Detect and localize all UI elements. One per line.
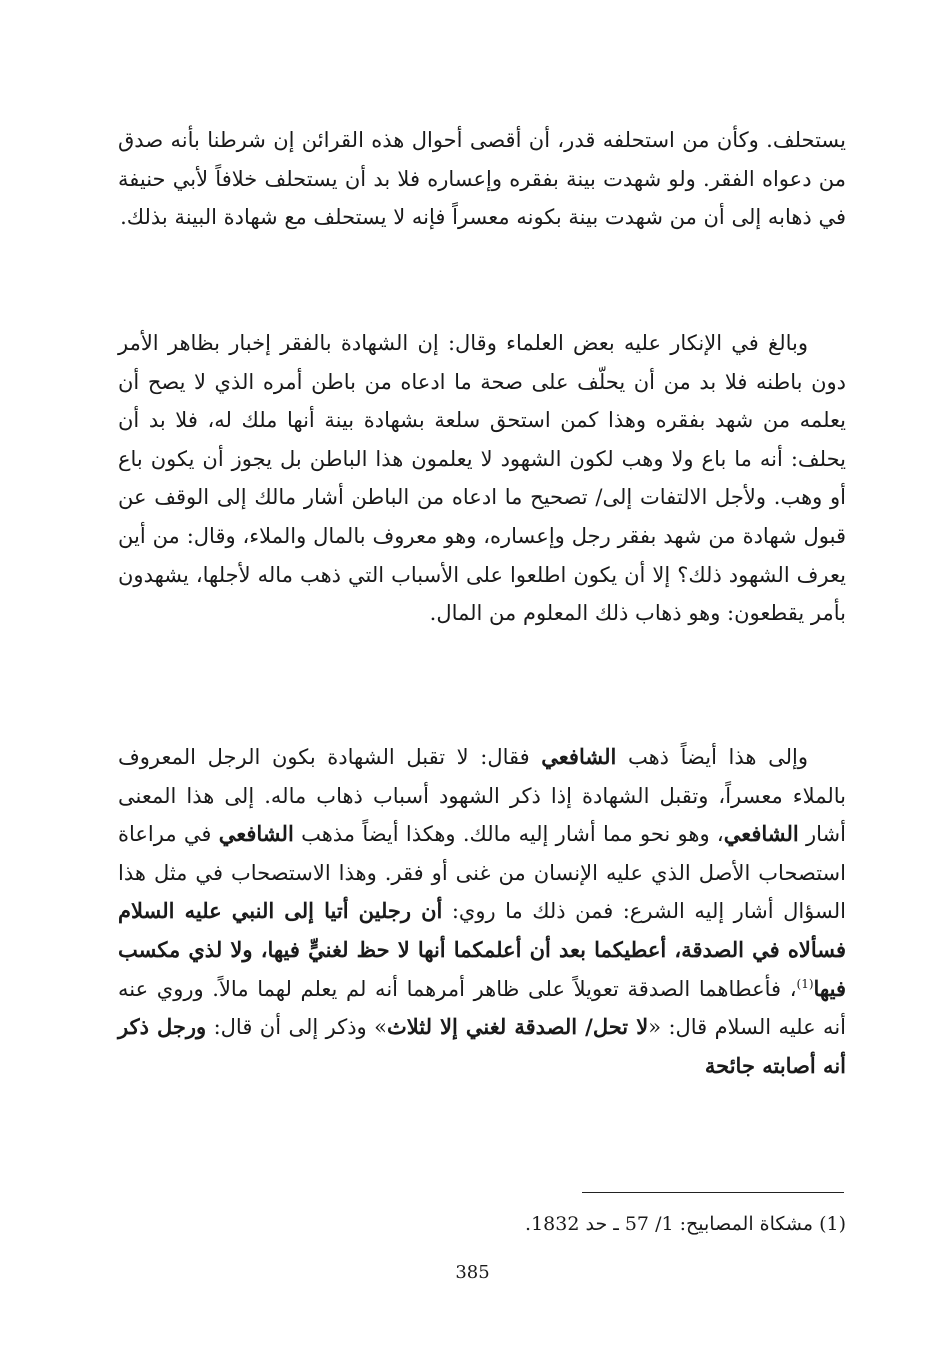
bold-text: لا تحل/ الصدقة لغني إلا لثلاث — [386, 1014, 649, 1040]
bold-text: الشافعي — [723, 821, 799, 847]
paragraph-text — [118, 738, 846, 1085]
footnote-separator — [582, 1192, 844, 1193]
text-run: وإلى هذا أيضاً ذهب — [616, 745, 808, 769]
paragraph-1 — [118, 121, 846, 237]
text-run: » وذكر إلى أن قال: — [206, 1015, 387, 1040]
footnote-marker: (1) — [796, 976, 814, 991]
bold-text: الشافعي — [218, 821, 294, 847]
text-run: ، فأعطاهما الصدقة تعويلاً على ظاهر أمرهما أنه لم يعلم لهما مالاً. وروي عنه أنه عليه السلام قال: « — [118, 976, 846, 1040]
text-run: وبالغ في الإنكار عليه بعض العلماء وقال: إن الشهادة بالفقر إخبار بظاهر الأمر دون باطنه فلا بد من أن يحلّف على صحة ما ادعاه من باطن أمره الذي لا يصح أن يعلمه من شهد بفقره وهذا كمن استحق سلعة بشهادة بينة أنها ملك له، فلا بد أن يحلف: أنه ما باع ولا وهب لكون الشهود لا يعلمون هذا الباطن بل يجوز أن يكون باع أو وهب. ولأجل الالتفات إلى/ تصحيح ما ادعاه من الباطن أشار مالك إلى الوقف عن قبول شهادة من شهد بفقر رجل وإعساره، وهو معروف بالمال والملاء، وقال: من أين يعرف الشهود ذلك؟ إلا أن يكون اطلعوا على الأسباب التي ذهب ماله لأجلها، يشهدون بأمر يقطعون: وهو ذهاب ذلك المعلوم من المال. — [118, 331, 846, 626]
paragraph-3 — [118, 738, 846, 1085]
bold-text: ورجل ذكر أنه أصابته جائحة — [118, 1014, 846, 1078]
bold-text: أن رجلين أتيا إلى النبي عليه السلام فسألاه في الصدقة، أعطيكما بعد أن أعلمكما أنها لا حظ لغنيٍّ فيها، ولا لذي مكسب فيها — [118, 898, 846, 1001]
paragraph-2 — [118, 324, 846, 633]
paragraph-text — [118, 121, 846, 237]
footnote: (1) مشكاة المصابيح: 1/ 57 ـ حد 1832. — [525, 1213, 846, 1235]
text-run: ، وهو نحو مما أشار إليه مالك. وهكذا أيضاً مذهب — [293, 822, 724, 847]
text-run: فقال: لا تقبل الشهادة بكون الرجل المعروف بالملاء معسراً، وتقبل الشهادة إذا ذكر الشهود أسباب ذهاب ماله. إلى هذا المعنى أشار — [118, 745, 846, 847]
text-run: في مراعاة استصحاب الأصل الذي عليه الإنسان من غنى أو فقر. وهذا الاستصحاب في مثل هذا السؤال أشار إليه الشرع: فمن ذلك ما روي: — [118, 822, 846, 924]
bold-text: الشافعي — [541, 744, 617, 769]
paragraph-text — [118, 324, 846, 633]
text-run: يستحلف. وكأن من استحلفه قدر، أن أقصى أحوال هذه القرائن إن شرطنا بأنه صدق من دعواه الفقر. ولو شهدت بينة بفقره وإعساره فلا بد أن يستحلف خلافاً لأبي حنيفة في ذهابه إلى أن من شهدت بينة بكونه معسراً فإنه لا يستحلف مع شهادة البينة بذلك. — [118, 128, 846, 230]
page-number: 385 — [455, 1262, 490, 1283]
